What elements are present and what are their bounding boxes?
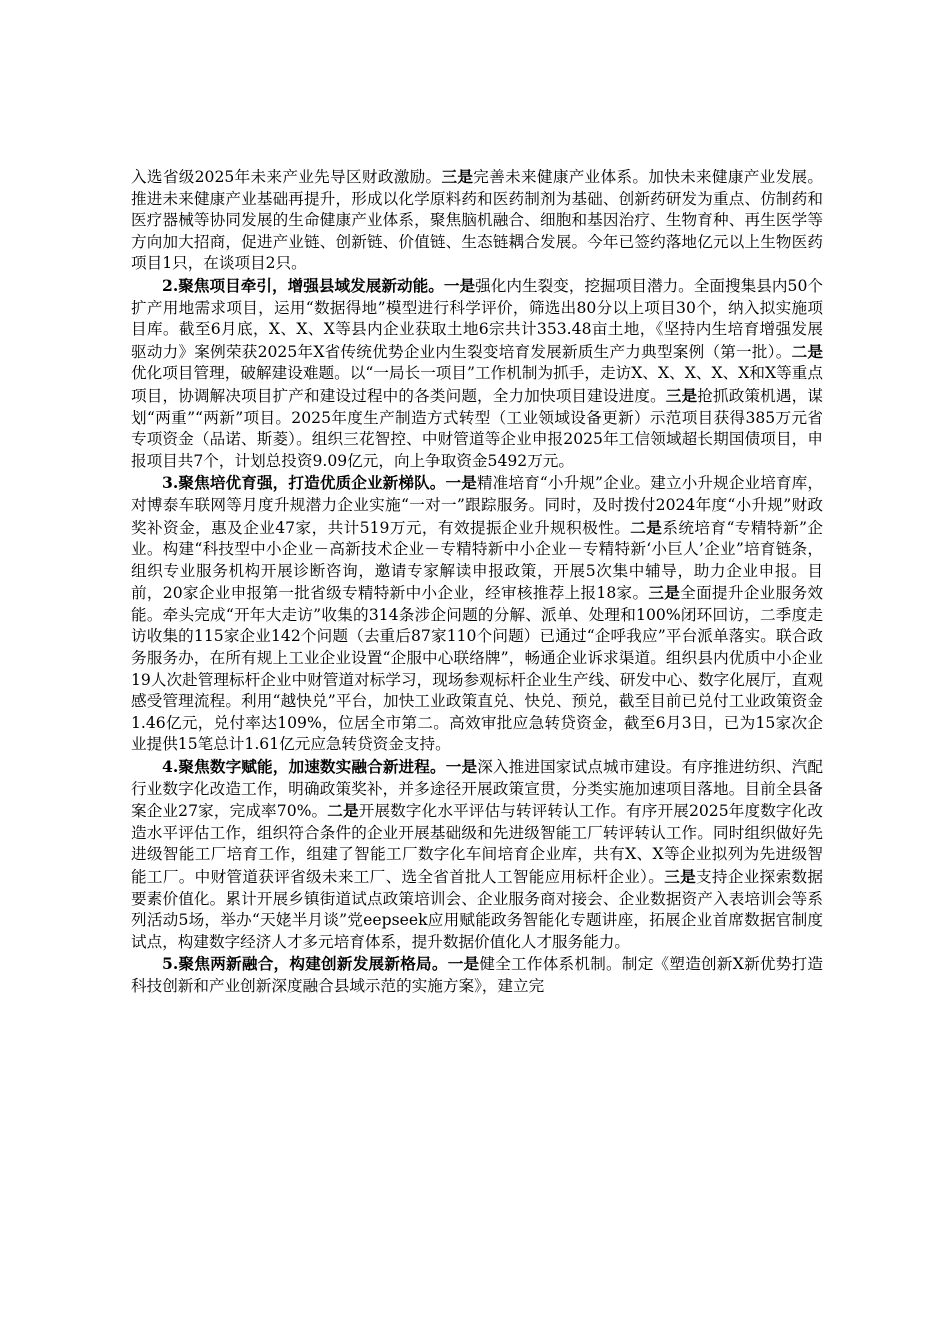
text-run: 系统培育“专精特新”企业。构建“科技型中小企业－高新技术企业－专精特新中小企业－专精特新‘小巨人’企业”培育链条，组织专业服务机构开展诊断咨询，邀请专家解读申报政策，开展5次集中辅导，助力企业申报。目前，20家企业申报第一批省级专精特新中小企业，经审核推荐上报18家。 bbox=[131, 518, 823, 603]
text-run: 优化项目管理，破解建设难题。以“一局长一项目”工作机制为抓手，走访X、X、X、X、X和X等重点项目，协调解决项目扩产和建设过程中的各类问题，全力加快项目建设进度。 bbox=[131, 364, 823, 405]
text-run: 完善未来健康产业体系。加快未来健康产业发展。推进未来健康产业基础再提升，形成以化学原料药和医药制剂为基础、创新药研发为重点、仿制药和医疗器械等协同发展的生命健康产业体系，聚焦脑机融合、细胞和基因治疗、生物育种、再生医学等方向加大招商，促进产业链、创新链、价值链、生态链耦合发展。今年已签约落地亿元以上生物医药项目1只，在谈项目2只。 bbox=[131, 168, 823, 273]
text-run: 开展数字化水平评估与转评转认工作。有序开展2025年度数字化改造水平评估工作，组织符合条件的企业开展基础级和先进级智能工厂转评转认工作。同时组织做好先进级智能工厂培育工作，组建了智能工厂数字化车间培育企业库，共有X、X等企业拟列为先进级智能工厂。中财管道获评省级未来工厂、选全省首批人工智能应用标杆企业）。 bbox=[131, 802, 823, 886]
bold-lead: 三是 bbox=[648, 583, 681, 603]
text-run: 支持企业探索数据要素价值化。累计开展乡镇街道试点政策培训会、企业服务商对接会、企业数据资产入表培训会等系列活动5场，举办“天姥半月谈”党eepseek应用赋能政务智能化专题讲座，拓展企业首席数据官制度试点，构建数字经济人才多元培育体系，提升数据价值化人才服务能力。 bbox=[131, 868, 823, 951]
bold-lead: 三是 bbox=[664, 867, 697, 886]
paragraph-5 bbox=[131, 953, 823, 997]
paragraph-3 bbox=[131, 472, 823, 756]
bold-lead: 三是 bbox=[665, 385, 698, 405]
section-heading: 4.聚焦数字赋能，加速数实融合新进程。一是 bbox=[162, 757, 478, 777]
paragraph-2 bbox=[131, 275, 823, 472]
section-heading: 2.聚焦项目牵引，增强县域发展新动能。一是 bbox=[162, 275, 476, 295]
bold-lead: 二是 bbox=[791, 341, 823, 361]
document-body bbox=[131, 166, 823, 998]
paragraph-4 bbox=[131, 756, 823, 953]
text-run: 抢抓政策机遇，谋划“两重”“两新”项目。2025年度生产制造方式转型（工业领域设备更新）示范项目获得385万元省专项资金（品诺、斯菱）。组织三花智控、中财管道等企业申报2025年工信领域超长期国债项目，申报项目共7个，计划总投资9.09亿元，向上争取资金5492万元。 bbox=[131, 386, 823, 470]
paragraph-1 bbox=[131, 166, 823, 275]
section-heading: 5.聚焦两新融合，构建创新发展新格局。一是 bbox=[162, 954, 480, 974]
text-run: 强化内生裂变，挖掘项目潜力。全面搜集县内50个扩产用地需求项目，运用“数据得地”模型进行科学评价，筛选出80分以上项目30个，纳入拟实施项目库。截至6月底，X、X、X等县内企业获取土地6宗共计353.48亩土地，《坚持内生培育增强发展驱动力》案例荣获2025年X省传统优势企业内生裂变培育发展新质生产力典型案例（第一批）。 bbox=[131, 276, 823, 361]
text-run: 入选省级2025年未来产业先导区财政激励。 bbox=[131, 168, 442, 186]
section-heading: 3.聚焦培优育强，打造优质企业新梯队。一是 bbox=[162, 473, 477, 493]
text-run: 精准培育“小升规”企业。建立小升规企业培育库，对博泰车联网等月度升规潜力企业实施“一对一”跟踪服务。同时，及时拨付2024年度“小升规”财政奖补资金，惠及企业47家，共计519万元，有效提振企业升规积极性。 bbox=[131, 474, 823, 537]
text-run: 全面提升企业服务效能。牵头完成“开年大走访”收集的314条涉企问题的分解、派单、处理和100%闭环回访，二季度走访收集的115家企业142个问题（去重后87家110个问题）已通过“企呼我应”平台派单落实。联合政务服务办，在所有规上工业企业设置“企服中心联络牌”，畅通企业诉求渠道。组织县内优质中小企业19人次赴管理标杆企业中财管道对标学习，现场参观标杆企业生产线、研发中心、数字化展厅，直观感受管理流程。利用“越快兑”平台，加快工业政策直兑、快兑、预兑，截至目前已兑付工业政策资金1.46亿元，兑付率达109%，位居全市第二。高效审批应急转贷资金，截至6月3日，已为15家次企业提供15笔总计1.61亿元应急转贷资金支持。 bbox=[131, 584, 823, 754]
bold-lead: 二是 bbox=[630, 517, 663, 537]
bold-lead: 三是 bbox=[441, 167, 474, 186]
text-run: 健全工作体系机制。制定《塑造创新X新优势打造科技创新和产业创新深度融合县域示范的实施方案》，建立完 bbox=[131, 955, 823, 995]
text-run: 深入推进国家试点城市建设。有序推进纺织、汽配行业数字化改造工作，明确政策奖补，并多途径开展政策宣贯，分类实施加速项目落地。目前全县备案企业27家，完成率70%。 bbox=[131, 758, 823, 821]
bold-lead: 二是 bbox=[327, 801, 359, 821]
